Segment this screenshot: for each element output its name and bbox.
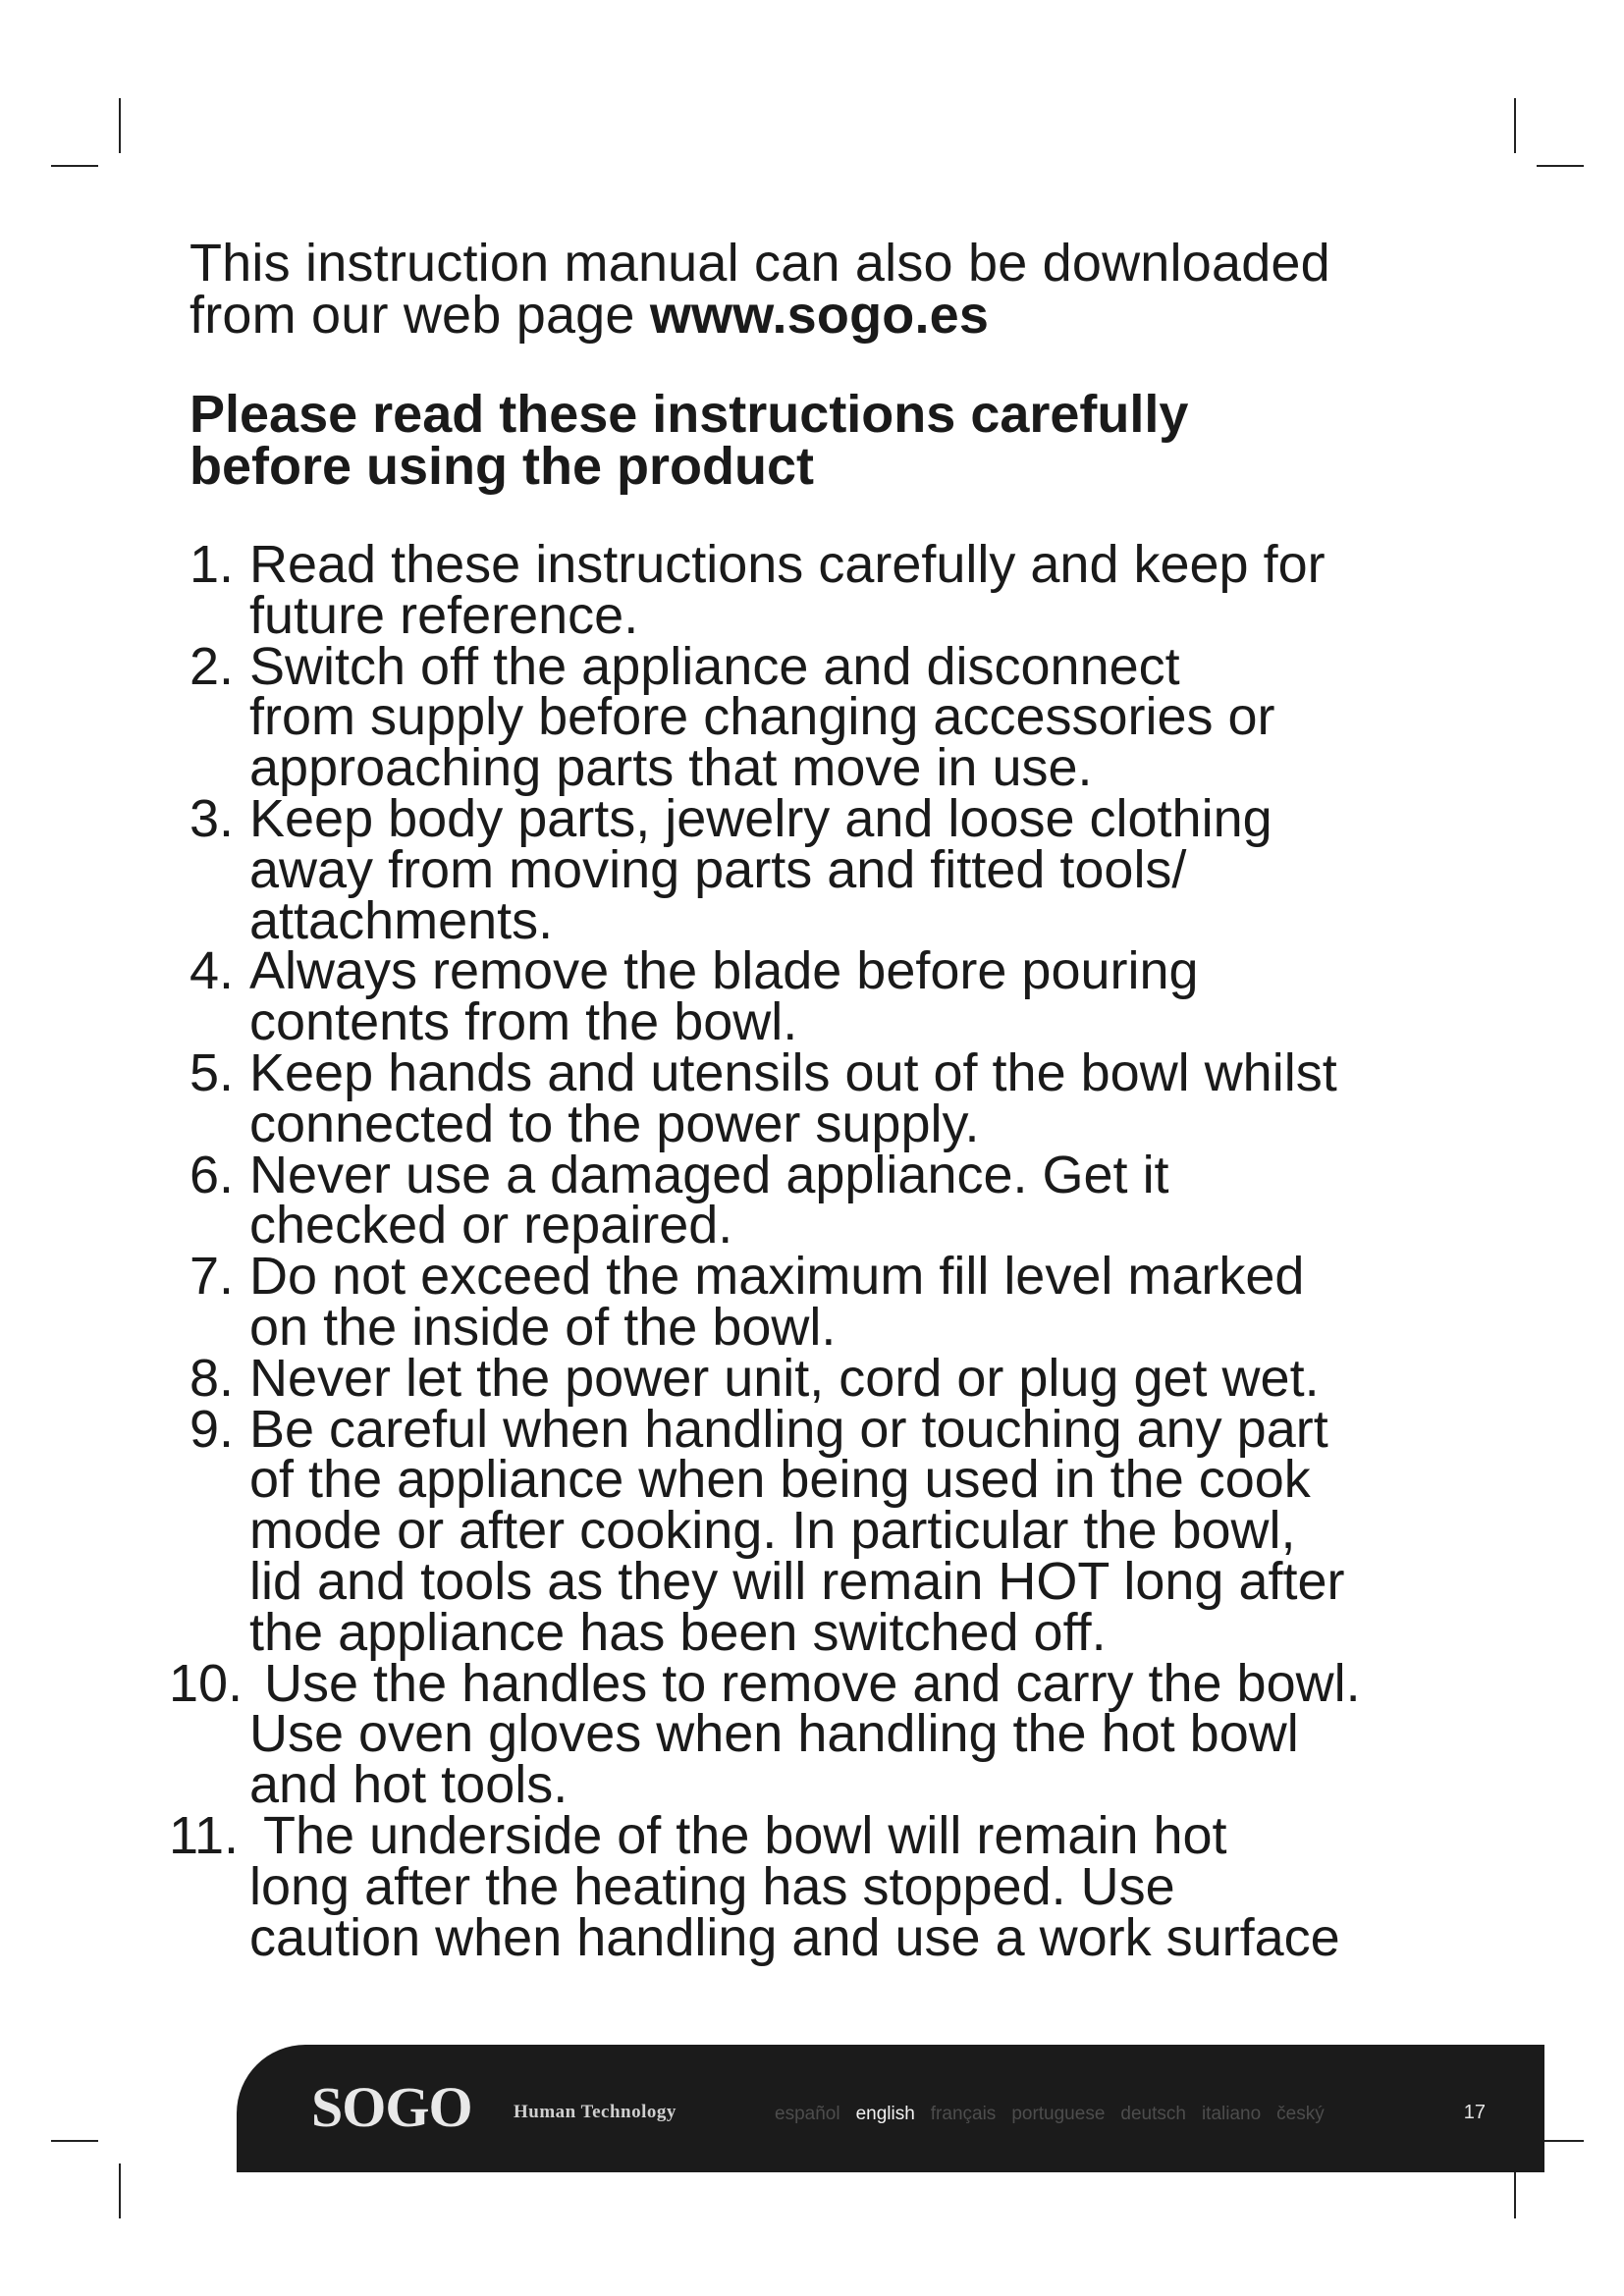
instruction-line: Use the handles to remove and carry the bowl.: [249, 1653, 1361, 1713]
sogo-logo: SOGO: [311, 2075, 472, 2139]
footer-bar: [237, 2045, 1544, 2172]
intro-text: [189, 234, 1505, 345]
instruction-line: approaching parts that move in use.: [249, 738, 1093, 798]
instruction-line: future reference.: [249, 585, 639, 645]
page-number: 17: [1463, 2102, 1486, 2123]
instruction-line: lid and tools as they will remain HOT long after: [249, 1551, 1345, 1611]
instruction-line: Switch off the appliance and disconnect: [249, 636, 1180, 696]
instruction-item: [0, 1042, 1624, 1153]
instruction-line: attachments.: [249, 890, 554, 950]
instruction-line: Keep body parts, jewelry and loose clothing: [249, 788, 1272, 848]
language-option[interactable]: deutsch: [1120, 2104, 1186, 2124]
instruction-line: on the inside of the bowl.: [249, 1297, 837, 1357]
instruction-list: [0, 535, 1624, 1967]
instruction-text: [249, 1805, 1624, 1967]
instruction-line: Keep hands and utensils out of the bowl whilst: [249, 1042, 1337, 1102]
instruction-item: [0, 1399, 1624, 1662]
crop-mark-bottom-left-horizontal: [51, 2140, 98, 2142]
instruction-item: [0, 1653, 1624, 1815]
instruction-line: checked or repaired.: [249, 1196, 733, 1255]
heading-line-2: before using the product: [189, 437, 815, 496]
language-option[interactable]: español: [775, 2104, 840, 2124]
brand-tagline: Human Technology: [514, 2102, 677, 2122]
instruction-item: [0, 1348, 1624, 1408]
instruction-number: 3.: [189, 788, 235, 848]
instruction-line: Read these instructions carefully and keep for: [249, 535, 1326, 594]
crop-mark-bottom-left-vertical: [119, 2163, 121, 2218]
instruction-item: [0, 535, 1624, 645]
instruction-number: 10.: [169, 1653, 244, 1713]
language-option[interactable]: italiano: [1201, 2104, 1262, 2124]
instructions-heading: [189, 385, 1505, 496]
instruction-line: long after the heating has stopped. Use: [249, 1856, 1175, 1916]
intro-line-2: [189, 286, 1505, 345]
crop-mark-top-left-horizontal: [51, 165, 98, 167]
instruction-line: Always remove the blade before pouring: [249, 941, 1199, 1001]
instruction-number: 6.: [189, 1145, 235, 1204]
instruction-line: caution when handling and use a work surface: [249, 1907, 1340, 1967]
intro-line-2-prefix: from our web page: [189, 286, 650, 345]
instruction-number: 11.: [169, 1805, 240, 1865]
instruction-text: [249, 788, 1624, 950]
instruction-item: [0, 788, 1624, 950]
heading-line-1: Please read these instructions carefully: [189, 385, 1189, 444]
instruction-text: [249, 636, 1624, 798]
instruction-line: mode or after cooking. In particular the bowl,: [249, 1501, 1296, 1561]
instruction-text: [249, 1247, 1624, 1357]
instruction-item: [0, 941, 1624, 1052]
instruction-number: 9.: [189, 1399, 235, 1459]
instruction-text: [249, 1145, 1624, 1255]
instruction-line: of the appliance when being used in the cook: [249, 1450, 1311, 1510]
instruction-line: away from moving parts and fitted tools/: [249, 839, 1187, 899]
instruction-number: 4.: [189, 941, 235, 1001]
instruction-line: connected to the power supply.: [249, 1094, 980, 1153]
instruction-line: and hot tools.: [249, 1755, 568, 1815]
instruction-line: Never use a damaged appliance. Get it: [249, 1145, 1169, 1204]
instruction-text: [249, 535, 1624, 645]
language-option[interactable]: english: [855, 2104, 915, 2124]
instruction-text: [249, 941, 1624, 1052]
intro-line-1: This instruction manual can also be downloaded: [189, 234, 1330, 293]
instruction-text: [249, 1042, 1624, 1153]
instruction-item: [0, 1145, 1624, 1255]
instruction-line: Never let the power unit, cord or plug get wet.: [249, 1348, 1320, 1408]
instruction-line: Be careful when handling or touching any part: [249, 1399, 1328, 1459]
instruction-line: from supply before changing accessories or: [249, 687, 1275, 747]
instruction-line: The underside of the bowl will remain hot: [249, 1805, 1227, 1865]
instruction-line: Do not exceed the maximum fill level marked: [249, 1247, 1305, 1307]
crop-mark-top-left-vertical: [119, 98, 121, 153]
crop-mark-top-right-vertical: [1514, 98, 1516, 153]
website-link[interactable]: www.sogo.es: [649, 286, 990, 345]
instruction-number: 2.: [189, 636, 235, 696]
instruction-text: [249, 1399, 1624, 1662]
instruction-number: 8.: [189, 1348, 235, 1408]
instruction-item: [0, 1247, 1624, 1357]
instruction-text: [249, 1348, 1624, 1408]
instruction-number: 5.: [189, 1042, 235, 1102]
crop-mark-top-right-horizontal: [1537, 165, 1584, 167]
language-option[interactable]: portuguese: [1011, 2104, 1106, 2124]
instruction-item: [0, 636, 1624, 798]
language-selector: [775, 2104, 1340, 2125]
instruction-number: 7.: [189, 1247, 235, 1307]
instruction-line: contents from the bowl.: [249, 992, 798, 1052]
language-option[interactable]: français: [930, 2104, 997, 2124]
instruction-text: [249, 1653, 1624, 1815]
language-option[interactable]: český: [1276, 2104, 1325, 2124]
instruction-number: 1.: [189, 535, 235, 594]
instruction-item: [0, 1805, 1624, 1967]
instruction-line: Use oven gloves when handling the hot bowl: [249, 1704, 1299, 1764]
instruction-line: the appliance has been switched off.: [249, 1602, 1107, 1662]
